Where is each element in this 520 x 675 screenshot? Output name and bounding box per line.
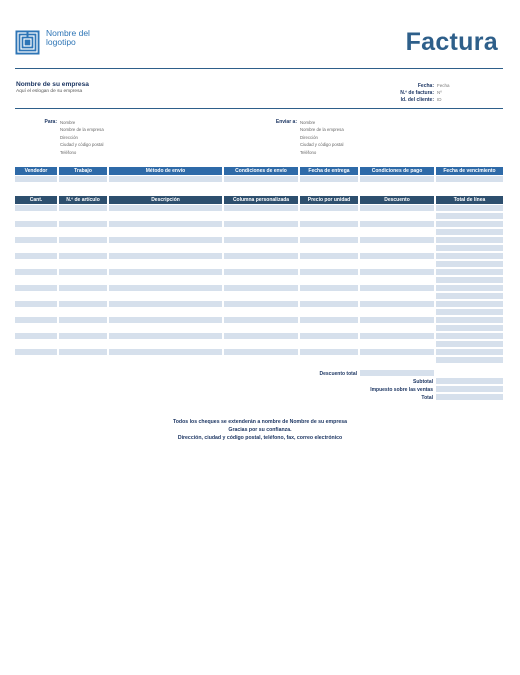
item-cell[interactable] [109,253,222,259]
item-cell[interactable] [109,205,222,211]
shipping-data-cell[interactable] [360,176,434,182]
shipping-data-cell[interactable] [15,176,57,182]
company-name: Nombre de su empresa [16,81,89,88]
item-cell[interactable] [109,269,222,275]
line-total-cell[interactable] [436,261,503,267]
items-header-cell: Descripción [109,196,222,204]
item-cell[interactable] [224,269,298,275]
item-cell[interactable] [109,301,222,307]
item-cell[interactable] [224,237,298,243]
ship-to-phone: Teléfono [300,150,317,155]
sales-tax-cell[interactable] [436,386,503,392]
item-cell[interactable] [15,317,57,323]
shipping-header-cell: Fecha de vencimiento [436,167,503,175]
divider [15,108,503,109]
item-cell[interactable] [59,205,107,211]
line-total-cell[interactable] [436,317,503,323]
item-cell[interactable] [224,253,298,259]
shipping-data-cell[interactable] [224,176,298,182]
item-cell[interactable] [59,301,107,307]
line-total-cell[interactable] [436,269,503,275]
item-cell[interactable] [224,285,298,291]
item-cell[interactable] [224,205,298,211]
date-value: Fecha [437,83,450,88]
item-cell[interactable] [360,253,434,259]
item-cell[interactable] [300,301,358,307]
item-cell[interactable] [300,253,358,259]
shipping-data-cell[interactable] [436,176,503,182]
shipping-header-cell: Vendedor [15,167,57,175]
line-total-cell[interactable] [436,237,503,243]
item-cell[interactable] [15,285,57,291]
item-cell[interactable] [109,221,222,227]
item-cell[interactable] [360,333,434,339]
shipping-header-cell: Trabajo [59,167,107,175]
bill-to-label: Para: [44,119,57,125]
item-cell[interactable] [15,349,57,355]
line-total-cell[interactable] [436,277,503,283]
ship-to-company: Nombre de la empresa [300,127,344,132]
item-cell[interactable] [300,349,358,355]
item-cell[interactable] [109,333,222,339]
total-label: Total [421,395,433,401]
shipping-data-cell[interactable] [109,176,222,182]
item-cell[interactable] [360,269,434,275]
line-total-cell[interactable] [436,221,503,227]
item-cell[interactable] [360,301,434,307]
items-header-cell: Columna personalizada [224,196,298,204]
items-header-cell: Precio por unidad [300,196,358,204]
line-total-cell[interactable] [436,309,503,315]
bill-to-phone: Teléfono [60,150,77,155]
item-cell[interactable] [109,317,222,323]
item-cell[interactable] [15,333,57,339]
item-cell[interactable] [15,237,57,243]
bill-to-company: Nombre de la empresa [60,127,104,132]
line-total-cell[interactable] [436,357,503,363]
line-total-cell[interactable] [436,245,503,251]
footer-thanks: Gracias por su confianza. [228,427,292,433]
item-cell[interactable] [300,285,358,291]
item-cell[interactable] [300,205,358,211]
shipping-header-cell: Condiciones de envío [224,167,298,175]
line-total-cell[interactable] [436,333,503,339]
item-cell[interactable] [59,253,107,259]
logo-text: Nombre del logotipo [46,28,90,47]
item-cell[interactable] [360,237,434,243]
item-cell[interactable] [59,317,107,323]
item-cell[interactable] [15,221,57,227]
shipping-data-cell[interactable] [300,176,358,182]
date-label: Fecha: [417,83,434,89]
invoice-number-label: N.º de factura: [400,90,434,96]
shipping-header-cell: Condiciones de pago [360,167,434,175]
item-cell[interactable] [224,349,298,355]
bill-to-name: Nombre [60,120,76,125]
line-total-cell[interactable] [436,301,503,307]
item-cell[interactable] [15,205,57,211]
line-total-cell[interactable] [436,205,503,211]
shipping-header-cell: Fecha de entrega [300,167,358,175]
items-header-cell: N.º de artículo [59,196,107,204]
item-cell[interactable] [15,301,57,307]
item-cell[interactable] [300,333,358,339]
item-cell[interactable] [300,237,358,243]
bill-to-city: Ciudad y código postal [60,142,104,147]
line-total-cell[interactable] [436,285,503,291]
customer-id-value: ID [437,97,442,102]
company-slogan: Aquí el eslogan de su empresa [16,89,83,94]
ship-to-name: Nombre [300,120,316,125]
item-cell[interactable] [59,349,107,355]
item-cell[interactable] [109,285,222,291]
item-cell[interactable] [360,221,434,227]
total-cell[interactable] [436,394,503,400]
invoice-number-value: Nº [437,90,442,95]
item-cell[interactable] [300,317,358,323]
subtotal-label: Subtotal [413,379,433,385]
subtotal-cell[interactable] [436,378,503,384]
invoice-title: Factura [405,28,498,56]
items-header-cell: Total de línea [436,196,503,204]
item-cell[interactable] [360,317,434,323]
line-total-cell[interactable] [436,349,503,355]
bill-to-address: Dirección [60,135,78,140]
item-cell[interactable] [59,269,107,275]
line-total-cell[interactable] [436,325,503,331]
item-cell[interactable] [109,237,222,243]
items-header-cell: Descuento [360,196,434,204]
item-cell[interactable] [59,221,107,227]
item-cell[interactable] [59,285,107,291]
item-cell[interactable] [224,333,298,339]
sales-tax-label: Impuesto sobre las ventas [370,387,433,393]
customer-id-label: Id. del cliente: [400,97,434,103]
item-cell[interactable] [224,221,298,227]
item-cell[interactable] [224,301,298,307]
shipping-data-cell[interactable] [59,176,107,182]
ship-to-address: Dirección [300,135,318,140]
line-total-cell[interactable] [436,229,503,235]
item-cell[interactable] [15,253,57,259]
line-total-cell[interactable] [436,213,503,219]
footer-contact: Dirección, ciudad y código postal, teléfono, fax, correo electrónico [177,435,343,441]
items-header-cell: Cant. [15,196,57,204]
item-cell[interactable] [59,333,107,339]
item-cell[interactable] [360,349,434,355]
logo-icon [15,30,40,55]
discount-total-cell[interactable] [360,370,434,376]
item-cell[interactable] [224,317,298,323]
ship-to-label: Enviar a: [275,119,297,125]
item-cell[interactable] [300,269,358,275]
item-cell[interactable] [109,349,222,355]
footer-checks: Todos los cheques se extenderán a nombre de Nombre de su empresa [172,419,348,425]
item-cell[interactable] [15,269,57,275]
line-total-cell[interactable] [436,293,503,299]
item-cell[interactable] [300,221,358,227]
item-cell[interactable] [360,205,434,211]
line-total-cell[interactable] [436,341,503,347]
item-cell[interactable] [59,237,107,243]
item-cell[interactable] [360,285,434,291]
line-total-cell[interactable] [436,253,503,259]
ship-to-city: Ciudad y código postal [300,142,344,147]
shipping-header-cell: Método de envío [109,167,222,175]
discount-total-label: Descuento total [319,371,357,377]
divider [15,68,503,69]
